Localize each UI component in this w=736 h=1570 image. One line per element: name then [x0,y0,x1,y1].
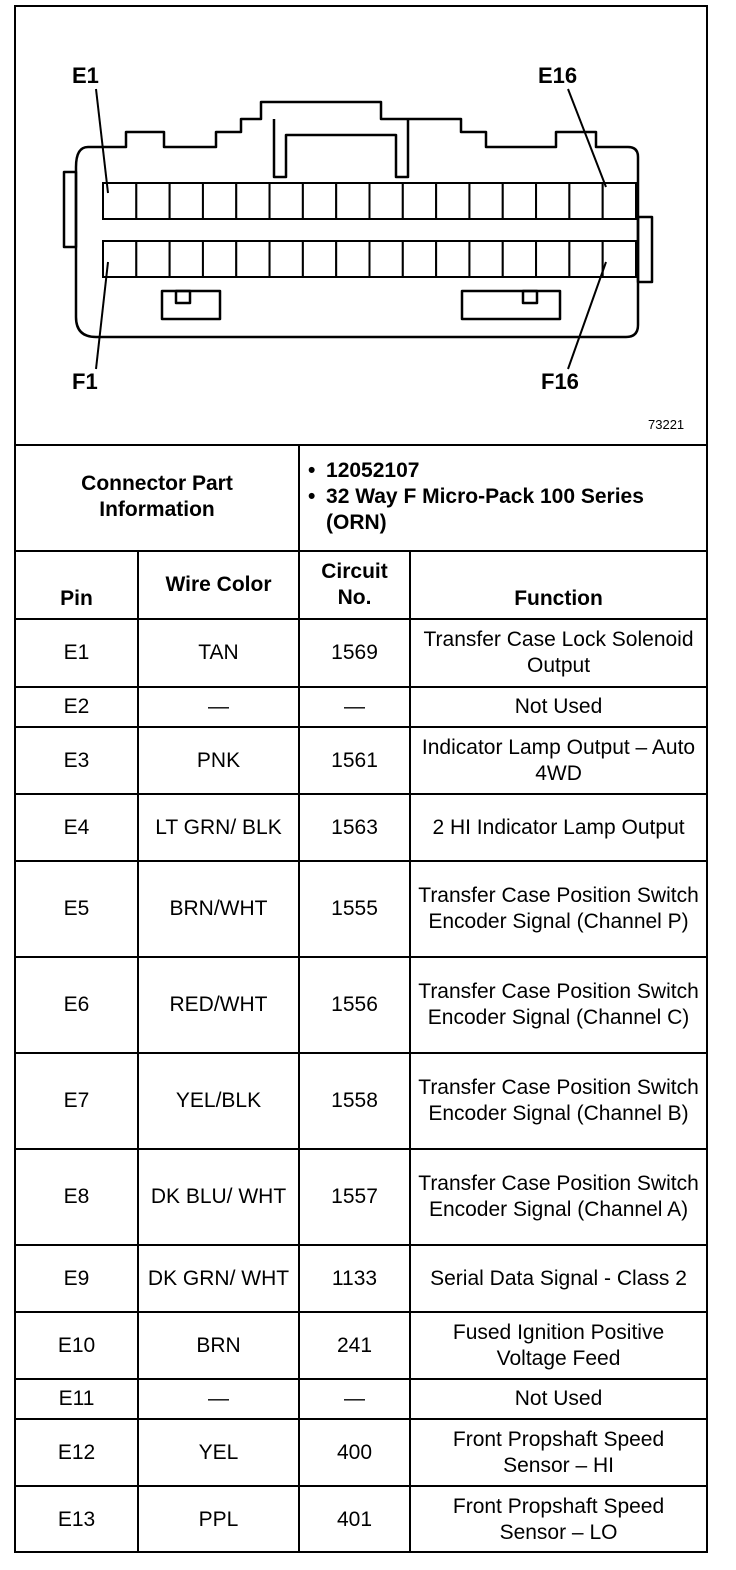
latch-window [274,119,408,177]
pin-cavity-f3 [170,241,203,277]
pin-cell: E5 [16,861,138,957]
leader-e1 [96,89,108,193]
wire-color-cell: YEL [138,1419,299,1486]
pin-cavity-e11 [436,183,469,219]
table-row [16,957,706,1053]
connector-sheet [14,5,708,1553]
leader-f16 [568,262,606,369]
function-cell: Not Used [410,1379,706,1419]
wire-color-cell: LT GRN/ BLK [138,794,299,861]
pin-cavity-e15 [569,183,602,219]
pin-cavity-f6 [270,241,303,277]
function-cell: Serial Data Signal - Class 2 [410,1245,706,1312]
pin-cavity-f4 [203,241,236,277]
function-cell: Not Used [410,687,706,727]
pin-cavity-e13 [503,183,536,219]
function-cell: Front Propshaft Speed Sensor – LO [410,1486,706,1553]
circuit-cell: 241 [299,1312,410,1379]
wire-color-cell: RED/WHT [138,957,299,1053]
pin-cavity-e10 [403,183,436,219]
pin-cell: E9 [16,1245,138,1312]
connector-part-number: • 12052107 [326,458,700,484]
leader-e16 [568,89,606,187]
pin-cavity-e14 [536,183,569,219]
wire-color-cell: DK GRN/ WHT [138,1245,299,1312]
key-right-notch [523,291,537,303]
table-row [16,1312,706,1379]
header-function: Function [410,551,706,619]
label-e1: E1 [72,63,99,88]
pin-cell: E11 [16,1379,138,1419]
wire-color-cell: YEL/BLK [138,1053,299,1149]
pin-cell: E10 [16,1312,138,1379]
pin-cell: E1 [16,619,138,687]
function-cell: Transfer Case Position Switch Encoder Signal (Channel C) [410,957,706,1053]
wire-color-cell: BRN/WHT [138,861,299,957]
table-row [16,861,706,957]
header-pin: Pin [16,551,138,619]
pin-cavity-f7 [303,241,336,277]
pin-cavity-f10 [403,241,436,277]
pin-cell: E7 [16,1053,138,1149]
key-left-notch [176,291,190,303]
circuit-cell: 1133 [299,1245,410,1312]
pin-cell: E12 [16,1419,138,1486]
connector-info-label: Connector Part Information [16,444,299,551]
connector-info-list [299,444,706,551]
wire-color-cell: PPL [138,1486,299,1553]
pin-cavity-e16 [603,183,636,219]
table-row [16,727,706,794]
circuit-cell: 1569 [299,619,410,687]
pin-cavity-f13 [503,241,536,277]
label-f1: F1 [72,369,98,394]
pin-cavity-e8 [336,183,369,219]
circuit-cell: 1556 [299,957,410,1053]
pin-cell: E3 [16,727,138,794]
function-cell: 2 HI Indicator Lamp Output [410,794,706,861]
pin-cavity-f2 [136,241,169,277]
pin-cavity-e4 [203,183,236,219]
wire-color-cell: TAN [138,619,299,687]
table-row [16,794,706,861]
pin-cavity-e5 [236,183,269,219]
wire-color-cell: — [138,1379,299,1419]
leader-f1 [96,262,108,369]
left-tab [64,172,76,247]
connector-diagram [16,7,706,446]
column-header-row [16,551,706,619]
circuit-cell: 1563 [299,794,410,861]
wire-color-cell: — [138,687,299,727]
function-cell: Transfer Case Lock Solenoid Output [410,619,706,687]
circuit-cell: — [299,1379,410,1419]
pin-cavity-f15 [569,241,602,277]
circuit-cell: — [299,687,410,727]
figure-number: 73221 [648,417,685,432]
right-tab [638,217,652,282]
table-row [16,1053,706,1149]
header-wire-color: Wire Color [138,551,299,619]
pin-cavity-e6 [270,183,303,219]
connector-info-row [16,444,706,551]
table-row [16,619,706,687]
pin-cavity-e2 [136,183,169,219]
table-row [16,1419,706,1486]
header-circuit: Circuit No. [299,551,410,619]
circuit-cell: 401 [299,1486,410,1553]
table-row [16,1149,706,1245]
pin-cavity-f16 [603,241,636,277]
function-cell: Transfer Case Position Switch Encoder Signal (Channel B) [410,1053,706,1149]
function-cell: Transfer Case Position Switch Encoder Signal (Channel A) [410,1149,706,1245]
table-row [16,1379,706,1419]
wire-color-cell: BRN [138,1312,299,1379]
key-right [462,291,560,319]
pin-cavity-f11 [436,241,469,277]
pin-cavity-e9 [370,183,403,219]
pin-cell: E6 [16,957,138,1053]
label-e16: E16 [538,63,578,88]
pin-cavity-f12 [469,241,502,277]
function-cell: Indicator Lamp Output – Auto 4WD [410,727,706,794]
function-cell: Transfer Case Position Switch Encoder Signal (Channel P) [410,861,706,957]
pin-cavity-e7 [303,183,336,219]
function-cell: Front Propshaft Speed Sensor – HI [410,1419,706,1486]
wire-color-cell: DK BLU/ WHT [138,1149,299,1245]
circuit-cell: 1558 [299,1053,410,1149]
circuit-cell: 1557 [299,1149,410,1245]
circuit-cell: 1555 [299,861,410,957]
pin-cavity-f14 [536,241,569,277]
connector-description: • 32 Way F Micro-Pack 100 Series (ORN) [326,484,700,536]
connector-face-drawing [16,7,706,444]
pin-cavity-f8 [336,241,369,277]
pin-cavity-f1 [103,241,136,277]
pin-cell: E2 [16,687,138,727]
pin-cell: E13 [16,1486,138,1553]
table-row [16,687,706,727]
label-f16: F16 [541,369,579,394]
circuit-cell: 400 [299,1419,410,1486]
table-row [16,1486,706,1553]
table-row [16,1245,706,1312]
circuit-cell: 1561 [299,727,410,794]
pin-cavity-e3 [170,183,203,219]
function-cell: Fused Ignition Positive Voltage Feed [410,1312,706,1379]
wire-color-cell: PNK [138,727,299,794]
pin-cavity-f5 [236,241,269,277]
pin-cavity-e12 [469,183,502,219]
pinout-table [16,444,706,1553]
pin-cavity-f9 [370,241,403,277]
pin-cell: E8 [16,1149,138,1245]
pin-cell: E4 [16,794,138,861]
